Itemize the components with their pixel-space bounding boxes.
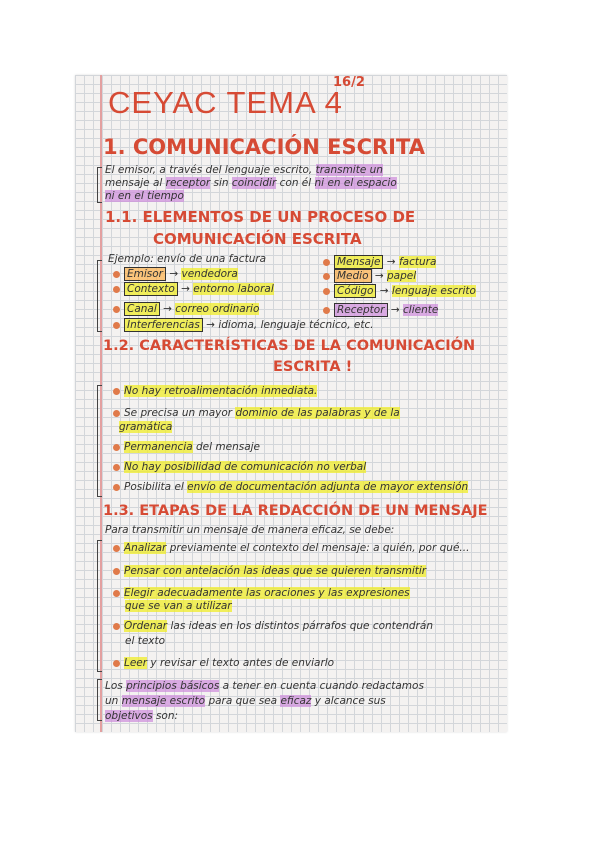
elements-brace [97, 260, 102, 332]
element-left-3: Canal → correo ordinario [113, 303, 259, 315]
characteristics-brace [97, 385, 102, 497]
page-title: CEYAC TEMA 4 [108, 85, 343, 120]
element-right-1: Mensaje → factura [323, 256, 436, 268]
characteristic-2b: gramática [119, 421, 173, 433]
notebook-page [75, 75, 507, 732]
characteristic-3: Permanencia del mensaje [113, 441, 260, 453]
section-1-line-2: mensaje al receptor sin coincidir con él ni en el espacio [105, 177, 397, 189]
stage-1: Analizar previamente el contexto del mensaje: a quién, por qué... [113, 542, 469, 554]
characteristic-4: No hay posibilidad de comunicación no verbal [113, 461, 366, 473]
element-right-4: Receptor → cliente [323, 304, 438, 316]
stage-3b: que se van a utilizar [125, 600, 232, 612]
element-right-2: Medio → papel [323, 270, 416, 282]
section-1-brace [97, 167, 102, 203]
characteristic-1: No hay retroalimentación inmediata. [113, 385, 317, 397]
characteristic-2: Se precisa un mayor dominio de las palabras y de la [113, 407, 400, 419]
page-date: 16/2 [333, 75, 365, 90]
section-1-3-intro: Para transmitir un mensaje de manera eficaz, se debe: [105, 524, 395, 536]
stages-brace [97, 540, 102, 672]
section-1-line-1: El emisor, a través del lenguaje escrito, transmite un [105, 164, 383, 176]
closing-line-3: objetivos son: [105, 710, 179, 722]
element-left-1: Emisor → vendedora [113, 268, 238, 280]
section-1-2-heading: 1.2. CARACTERÍSTICAS DE LA COMUNICACIÓN [103, 338, 476, 354]
stage-4b: el texto [125, 635, 166, 647]
stage-5: Leer y revisar el texto antes de enviarlo [113, 657, 334, 669]
section-1-heading: 1. COMUNICACIÓN ESCRITA [103, 135, 425, 159]
section-1-1-heading-2: COMUNICACIÓN ESCRITA [153, 230, 362, 248]
closing-brace [97, 679, 102, 721]
example-label: Ejemplo: envío de una factura [108, 253, 267, 265]
stage-2: Pensar con antelación las ideas que se quieren transmitir [113, 565, 426, 577]
section-1-3-heading: 1.3. ETAPAS DE LA REDACCIÓN DE UN MENSAJE [103, 503, 488, 519]
element-left-2: Contexto → entorno laboral [113, 283, 274, 295]
section-1-2-heading-2: ESCRITA ! [273, 359, 353, 375]
stage-4: Ordenar las ideas en los distintos párrafos que contendrán [113, 620, 433, 632]
closing-line-2: un mensaje escrito para que sea eficaz y alcance sus [105, 695, 386, 707]
characteristic-5: Posibilita el envío de documentación adjunta de mayor extensión [113, 481, 468, 493]
element-right-3: Código → lenguaje escrito [323, 285, 476, 297]
section-1-1-heading: 1.1. ELEMENTOS DE UN PROCESO DE [105, 208, 416, 226]
stage-3: Elegir adecuadamente las oraciones y las expresiones [113, 587, 410, 599]
section-1-line-3: ni en el tiempo [105, 190, 184, 202]
closing-line-1: Los principios básicos a tener en cuenta cuando redactamos [105, 680, 424, 692]
element-left-4: Interferencias → idioma, lenguaje técnico, etc. [113, 319, 374, 331]
